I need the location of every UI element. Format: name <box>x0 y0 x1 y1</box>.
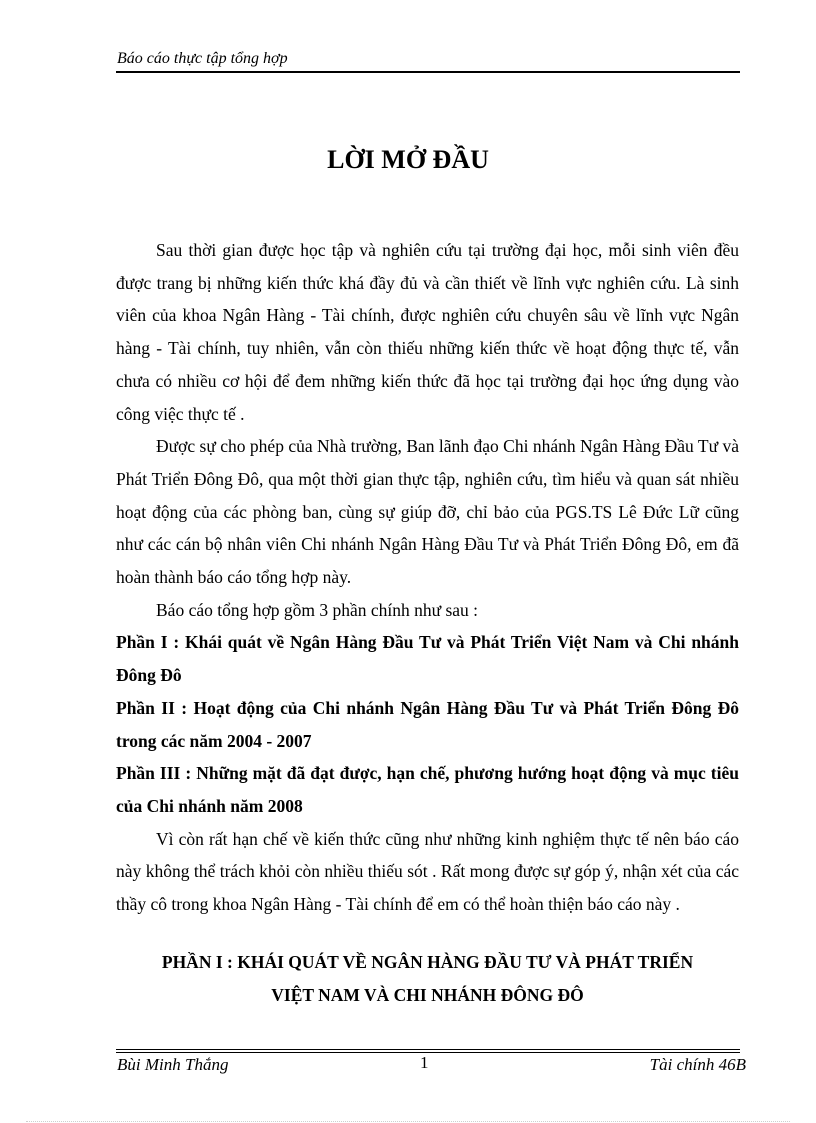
footer-rule-top <box>116 1049 740 1050</box>
header-rule <box>116 71 740 73</box>
body-text <box>116 234 739 921</box>
section-heading-line-1: PHẦN I : KHÁI QUÁT VỀ NGÂN HÀNG ĐẦU TƯ VÀ PHÁT TRIỂN <box>161 952 694 972</box>
page-edge-divider <box>26 1121 790 1122</box>
section-heading <box>116 946 739 1011</box>
paragraph-closing: Vì còn rất hạn chế về kiến thức cũng như những kinh nghiệm thực tế nên báo cáo này không thể trách khỏi còn nhiều thiếu sót . Rất mong được sự góp ý, nhận xét của các thầy cô trong khoa Ngân Hàng - Tài chính để em có thể hoàn thiện báo cáo này . <box>116 828 739 915</box>
paragraph-acknowledgement: Được sự cho phép của Nhà trường, Ban lãnh đạo Chi nhánh Ngân Hàng Đầu Tư và Phát Triển Đông Đô, qua một thời gian thực tập, nghiên cứu, tìm hiểu và quan sát nhiều hoạt động của các phòng ban, cùng sự giúp đỡ, chỉ bảo của PGS.TS Lê Đức Lữ cũng như các cán bộ nhân viên Chi nhánh Ngân Hàng Đầu Tư và Phát Triển Đông Đô, em đã hoàn thành báo cáo tổng hợp này. <box>116 436 739 588</box>
section-heading-line-2: VIỆT NAM VÀ CHI NHÁNH ĐÔNG ĐÔ <box>271 984 584 1005</box>
running-header: Báo cáo thực tập tổng hợp <box>117 50 288 67</box>
part-one-summary: Phần I : Khái quát về Ngân Hàng Đầu Tư và Phát Triển Việt Nam và Chi nhánh Đông Đô <box>116 632 739 686</box>
paragraph-structure: Báo cáo tổng hợp gồm 3 phần chính như sau : <box>156 599 479 620</box>
page-title: LỜI MỞ ĐẦU <box>327 145 489 174</box>
paragraph-intro: Sau thời gian được học tập và nghiên cứu tại trường đại học, mỗi sinh viên đều được trang bị những kiến thức khá đầy đủ và cần thiết về lĩnh vực nghiên cứu. Là sinh viên của khoa Ngân Hàng - Tài chính, được nghiên cứu chuyên sâu về lĩnh vực Ngân hàng - Tài chính, tuy nhiên, vẫn còn thiếu những kiến thức về hoạt động thực tế, vẫn chưa có nhiều cơ hội để đem những kiến thức đã học tại trường đại học ứng dụng vào công việc thực tế . <box>116 240 739 424</box>
part-three-summary: Phần III : Những mặt đã đạt được, hạn chế, phương hướng hoạt động và mục tiêu của Chi nhánh năm 2008 <box>116 763 739 816</box>
footer-class: Tài chính 46B <box>649 1055 746 1074</box>
footer-author: Bùi Minh Thắng <box>117 1055 229 1074</box>
part-two-summary: Phần II : Hoạt động của Chi nhánh Ngân Hàng Đầu Tư và Phát Triển Đông Đô trong các năm 2004 - 2007 <box>116 697 739 751</box>
page-number: 1 <box>420 1053 429 1072</box>
